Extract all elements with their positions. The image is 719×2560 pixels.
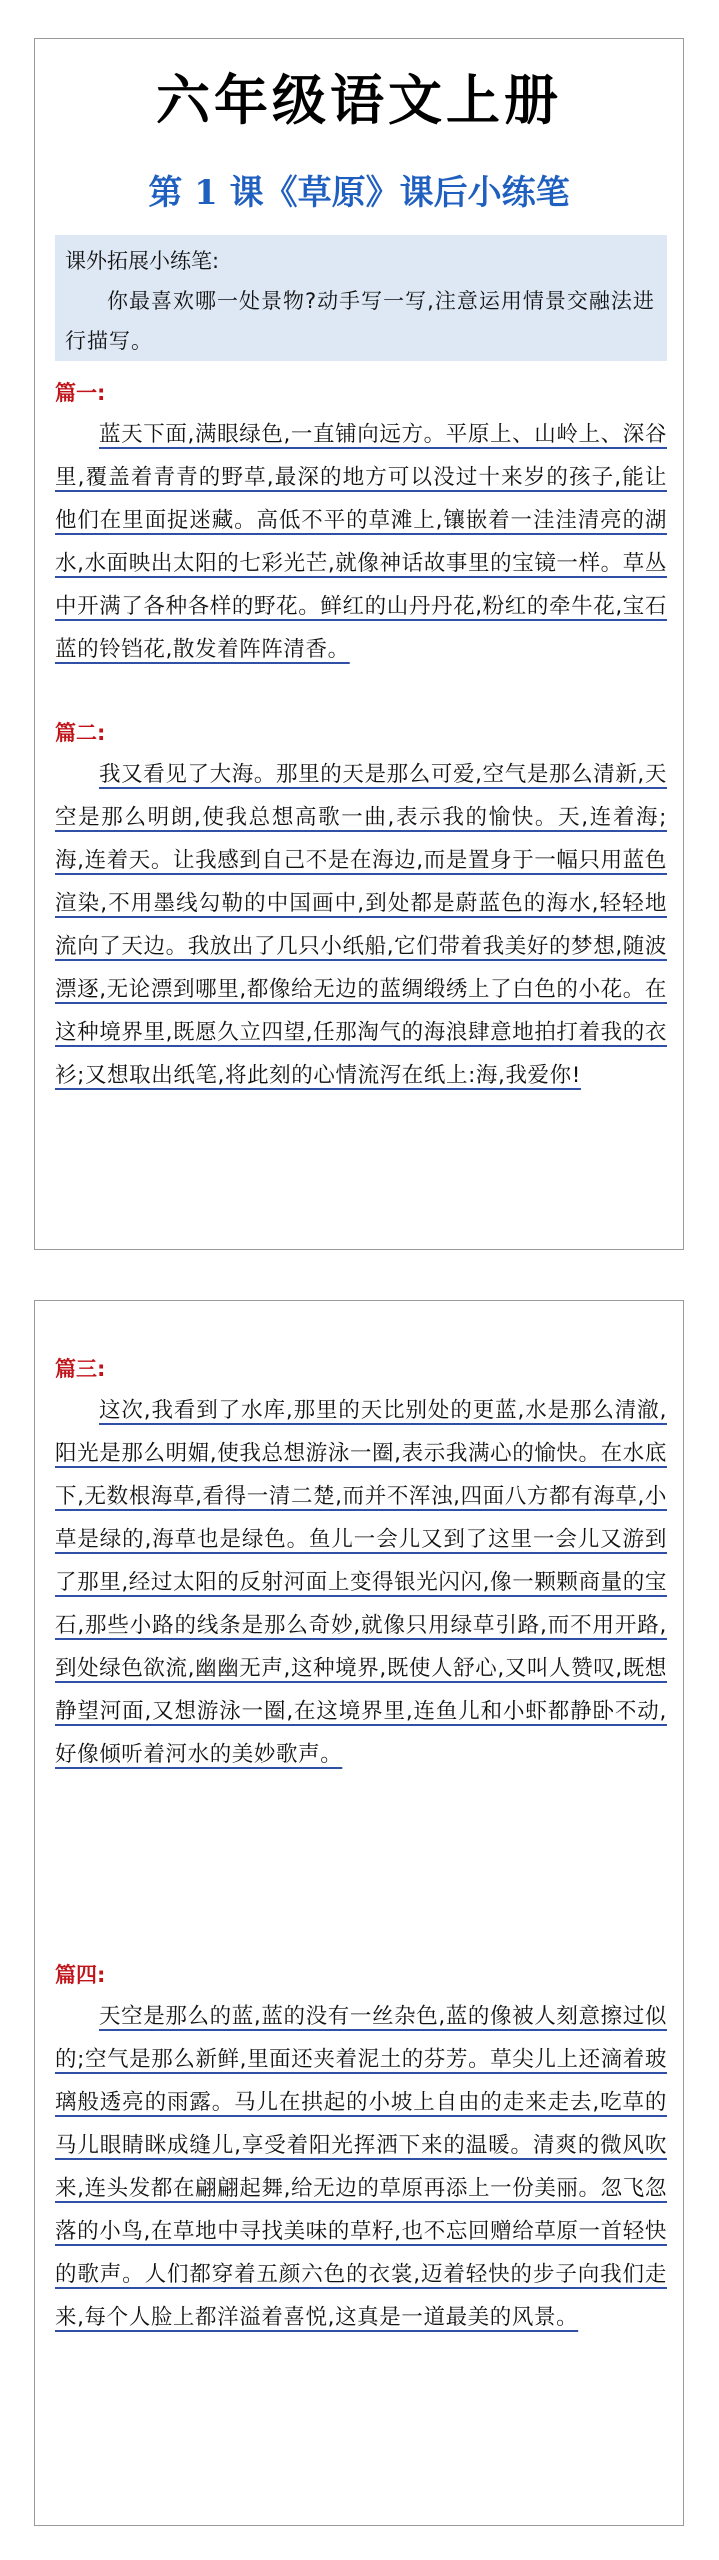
essay-body-2: 我又看见了大海。那里的天是那么可爱,空气是那么清新,天空是那么明朗,使我总想高歌一曲,表示我的愉快。天,连着海;海,连着天。让我感到自己不是在海边,而是置身于一幅只用蓝色渲染,不用墨线勾勒的中国画中,到处都是蔚蓝色的海水,轻轻地流向了天边。我放出了几只小纸船,它们带着我美好的梦想,随波漂逐,无论漂到哪里,都像给无边的蓝绸缎绣上了白色的小花。在这种境界里,既愿久立四望,任那淘气的海浪肆意地拍打着我的衣衫;又想取出纸笔,将此刻的心情流泻在纸上:海,我爱你! <box>55 762 667 1088</box>
essay-text-3 <box>55 1389 667 1776</box>
essay-section-1 <box>55 375 667 671</box>
task-prompt: 你最喜欢哪一处景物?动手写一写,注意运用情景交融法进行描写。 <box>65 289 655 353</box>
essay-label-1: 篇一: <box>55 381 106 405</box>
essay-section-4 <box>55 1957 667 2339</box>
essay-section-2 <box>55 715 667 1097</box>
worksheet-page-2 <box>34 1300 684 2526</box>
task-box <box>55 235 667 361</box>
essay-body-1: 蓝天下面,满眼绿色,一直铺向远方。平原上、山岭上、深谷里,覆盖着青青的野草,最深的地方可以没过十来岁的孩子,能让他们在里面捉迷藏。高低不平的草滩上,镶嵌着一洼洼清亮的湖水,水面映出太阳的七彩光芒,就像神话故事里的宝镜一样。草丛中开满了各种各样的野花。鲜红的山丹丹花,粉红的牵牛花,宝石蓝的铃铛花,散发着阵阵清香。 <box>55 422 667 662</box>
lesson-subtitle: 第 1 课《草原》课后小练笔 <box>148 173 570 213</box>
essay-label-3: 篇三: <box>55 1357 106 1381</box>
essay-label-4: 篇四: <box>55 1963 106 1987</box>
worksheet-page-1 <box>34 38 684 1250</box>
essay-section-3 <box>55 1351 667 1776</box>
essay-text-4 <box>55 1995 667 2339</box>
essay-body-4: 天空是那么的蓝,蓝的没有一丝杂色,蓝的像被人刻意擦过似的;空气是那么新鲜,里面还夹着泥土的芬芳。草尖儿上还滴着玻璃般透亮的雨露。马儿在拱起的小坡上自由的走来走去,吃草的马儿眼睛眯成缝儿,享受着阳光挥洒下来的温暖。清爽的微风吹来,连头发都在翩翩起舞,给无边的草原再添上一份美丽。忽飞忽落的小鸟,在草地中寻找美味的草籽,也不忘回赠给草原一首轻快的歌声。人们都穿着五颜六色的衣裳,迈着轻快的步子向我们走来,每个人脸上都洋溢着喜悦,这真是一道最美的风景。 <box>55 2004 667 2330</box>
essay-text-2 <box>55 753 667 1097</box>
essay-label-2: 篇二: <box>55 721 106 745</box>
page-title: 六年级语文上册 <box>156 69 562 132</box>
task-label: 课外拓展小练笔: <box>65 249 220 273</box>
essay-body-3: 这次,我看到了水库,那里的天比别处的更蓝,水是那么清澈,阳光是那么明媚,使我总想游泳一圈,表示我满心的愉快。在水底下,无数根海草,看得一清二楚,而并不浑浊,四面八方都有海草,小草是绿的,海草也是绿色。鱼儿一会儿又到了这里一会儿又游到了那里,经过太阳的反射河面上变得银光闪闪,像一颗颗商量的宝石,那些小路的线条是那么奇妙,就像只用绿草引路,而不用开路,到处绿色欲流,幽幽无声,这种境界,既使人舒心,又叫人赞叹,既想静望河面,又想游泳一圈,在这境界里,连鱼儿和小虾都静卧不动,好像倾听着河水的美妙歌声。 <box>55 1398 667 1767</box>
essay-text-1 <box>55 413 667 671</box>
